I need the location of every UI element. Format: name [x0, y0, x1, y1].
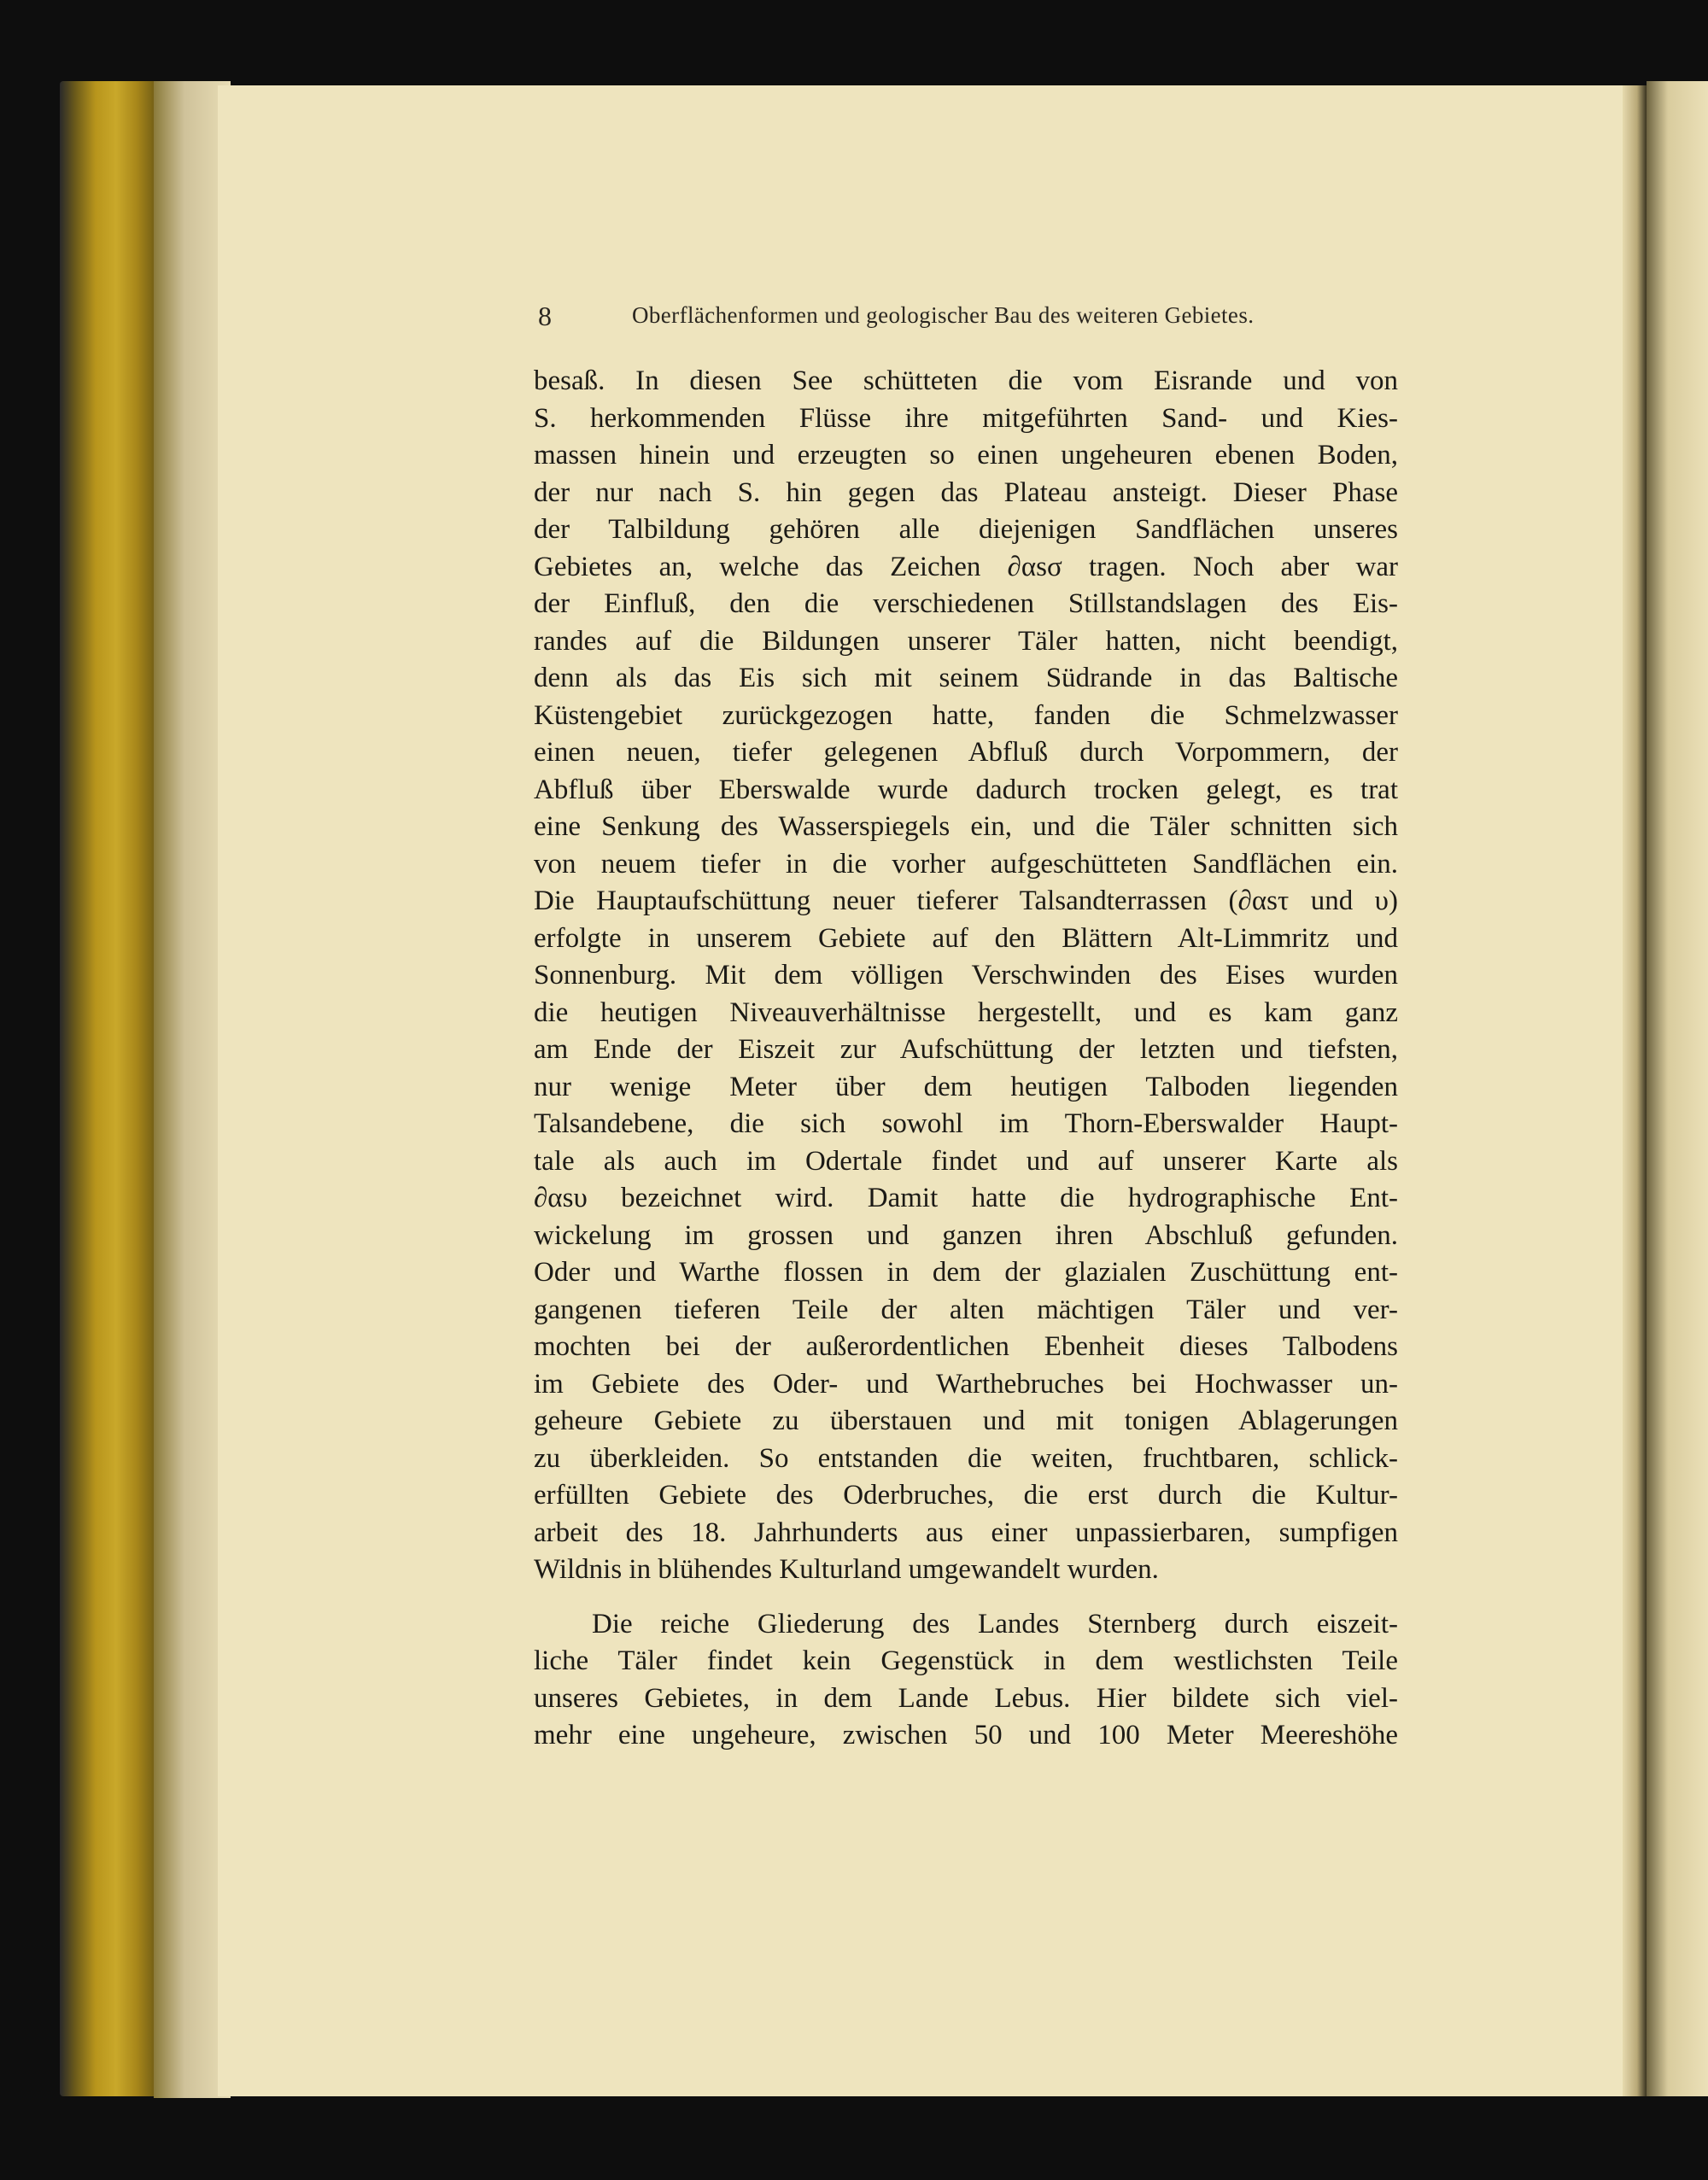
text-line: mochten bei der außerordentlichen Ebenheit dieses Talbodens [534, 1331, 1398, 1362]
text-line: Talsandebene, die sich sowohl im Thorn-Eberswalder Haupt- [534, 1108, 1398, 1139]
text-line: randes auf die Bildungen unserer Täler hatten, nicht beendigt, [534, 625, 1398, 657]
paragraph [534, 1606, 1398, 1755]
book-page-edges [60, 81, 162, 2096]
paragraph [534, 363, 1398, 1589]
paragraph-gap [534, 1589, 1398, 1606]
text-line: ∂αsυ bezeichnet wird. Damit hatte die hydrographische Ent- [534, 1183, 1398, 1213]
text-line: liche Täler findet kein Gegenstück in dem westlichsten Teile [534, 1645, 1398, 1676]
text-line: Wildnis in blühendes Kulturland umgewandelt wurden. [534, 1554, 1159, 1585]
text-line: S. herkommenden Flüsse ihre mitgeführten Sand- und Kies- [534, 402, 1398, 434]
text-line: geheure Gebiete zu überstauen und mit tonigen Ablagerungen [534, 1406, 1398, 1436]
text-line: denn als das Eis sich mit seinem Südrande in das Baltische [534, 663, 1398, 693]
text-line: Sonnenburg. Mit dem völligen Verschwinden des Eises wurden [534, 960, 1398, 991]
book-spine [1623, 85, 1647, 2096]
body-text [534, 363, 1398, 1755]
text-line: die heutigen Niveauverhältnisse hergestellt, und es kam ganz [534, 996, 1398, 1028]
text-line: besaß. In diesen See schütteten die vom Eisrande und von [534, 365, 1398, 396]
text-line: unseres Gebietes, in dem Lande Lebus. Hier bildete sich viel- [534, 1682, 1398, 1714]
text-line: wickelung im grossen und ganzen ihren Abschluß gefunden. [534, 1219, 1398, 1251]
text-line: am Ende der Eiszeit zur Aufschüttung der letzten und tiefsten, [534, 1034, 1398, 1065]
text-line: Die reiche Gliederung des Landes Sternberg durch eiszeit- [592, 1608, 1398, 1639]
text-line: der Talbildung gehören alle diejenigen Sandflächen unseres [534, 514, 1398, 545]
text-line: erfüllten Gebiete des Oderbruches, die erst durch die Kultur- [534, 1480, 1398, 1511]
text-line: einen neuen, tiefer gelegenen Abfluß durch Vorpommern, der [534, 737, 1398, 768]
text-line: massen hinein und erzeugten so einen ungeheuren ebenen Boden, [534, 440, 1398, 470]
text-line: tale als auch im Odertale findet und auf unserer Karte als [534, 1145, 1398, 1177]
text-line: gangenen tieferen Teile der alten mächtigen Täler und ver- [534, 1294, 1398, 1325]
text-line: arbeit des 18. Jahrhunderts aus einer unpassierbaren, sumpfigen [534, 1517, 1398, 1548]
text-line: Küstengebiet zurückgezogen hatte, fanden die Schmelzwasser [534, 699, 1398, 731]
facing-page-edge [1647, 81, 1708, 2096]
text-line: Oder und Warthe flossen in dem der glazialen Zuschüttung ent- [534, 1257, 1398, 1288]
text-line: der Einfluß, den die verschiedenen Stillstandslagen des Eis- [534, 588, 1398, 619]
text-line: Gebietes an, welche das Zeichen ∂αsσ tragen. Noch aber war [534, 551, 1398, 582]
text-line: im Gebiete des Oder- und Warthebruches bei Hochwasser un- [534, 1368, 1398, 1400]
text-line: von neuem tiefer in die vorher aufgeschütteten Sandflächen ein. [534, 848, 1398, 880]
text-line: erfolgte in unserem Gebiete auf den Blättern Alt-Limmritz und [534, 922, 1398, 954]
text-line: der nur nach S. hin gegen das Plateau ansteigt. Dieser Phase [534, 476, 1398, 508]
page-number: 8 [538, 301, 553, 331]
text-line: Die Hauptaufschüttung neuer tieferer Talsandterrassen (∂αsτ und υ) [534, 885, 1398, 916]
text-line: nur wenige Meter über dem heutigen Talboden liegenden [534, 1071, 1398, 1102]
page-header [538, 301, 1401, 335]
text-line: mehr eine ungeheure, zwischen 50 und 100 Meter Meereshöhe [534, 1720, 1398, 1750]
text-line: eine Senkung des Wasserspiegels ein, und die Täler schnitten sich [534, 811, 1398, 842]
text-line: zu überkleiden. So entstanden die weiten, fruchtbaren, schlick- [534, 1442, 1398, 1474]
text-line: Abfluß über Eberswalde wurde dadurch trocken gelegt, es trat [534, 774, 1398, 805]
running-title: Oberflächenformen und geologischer Bau des weiteren Gebietes. [632, 302, 1255, 328]
